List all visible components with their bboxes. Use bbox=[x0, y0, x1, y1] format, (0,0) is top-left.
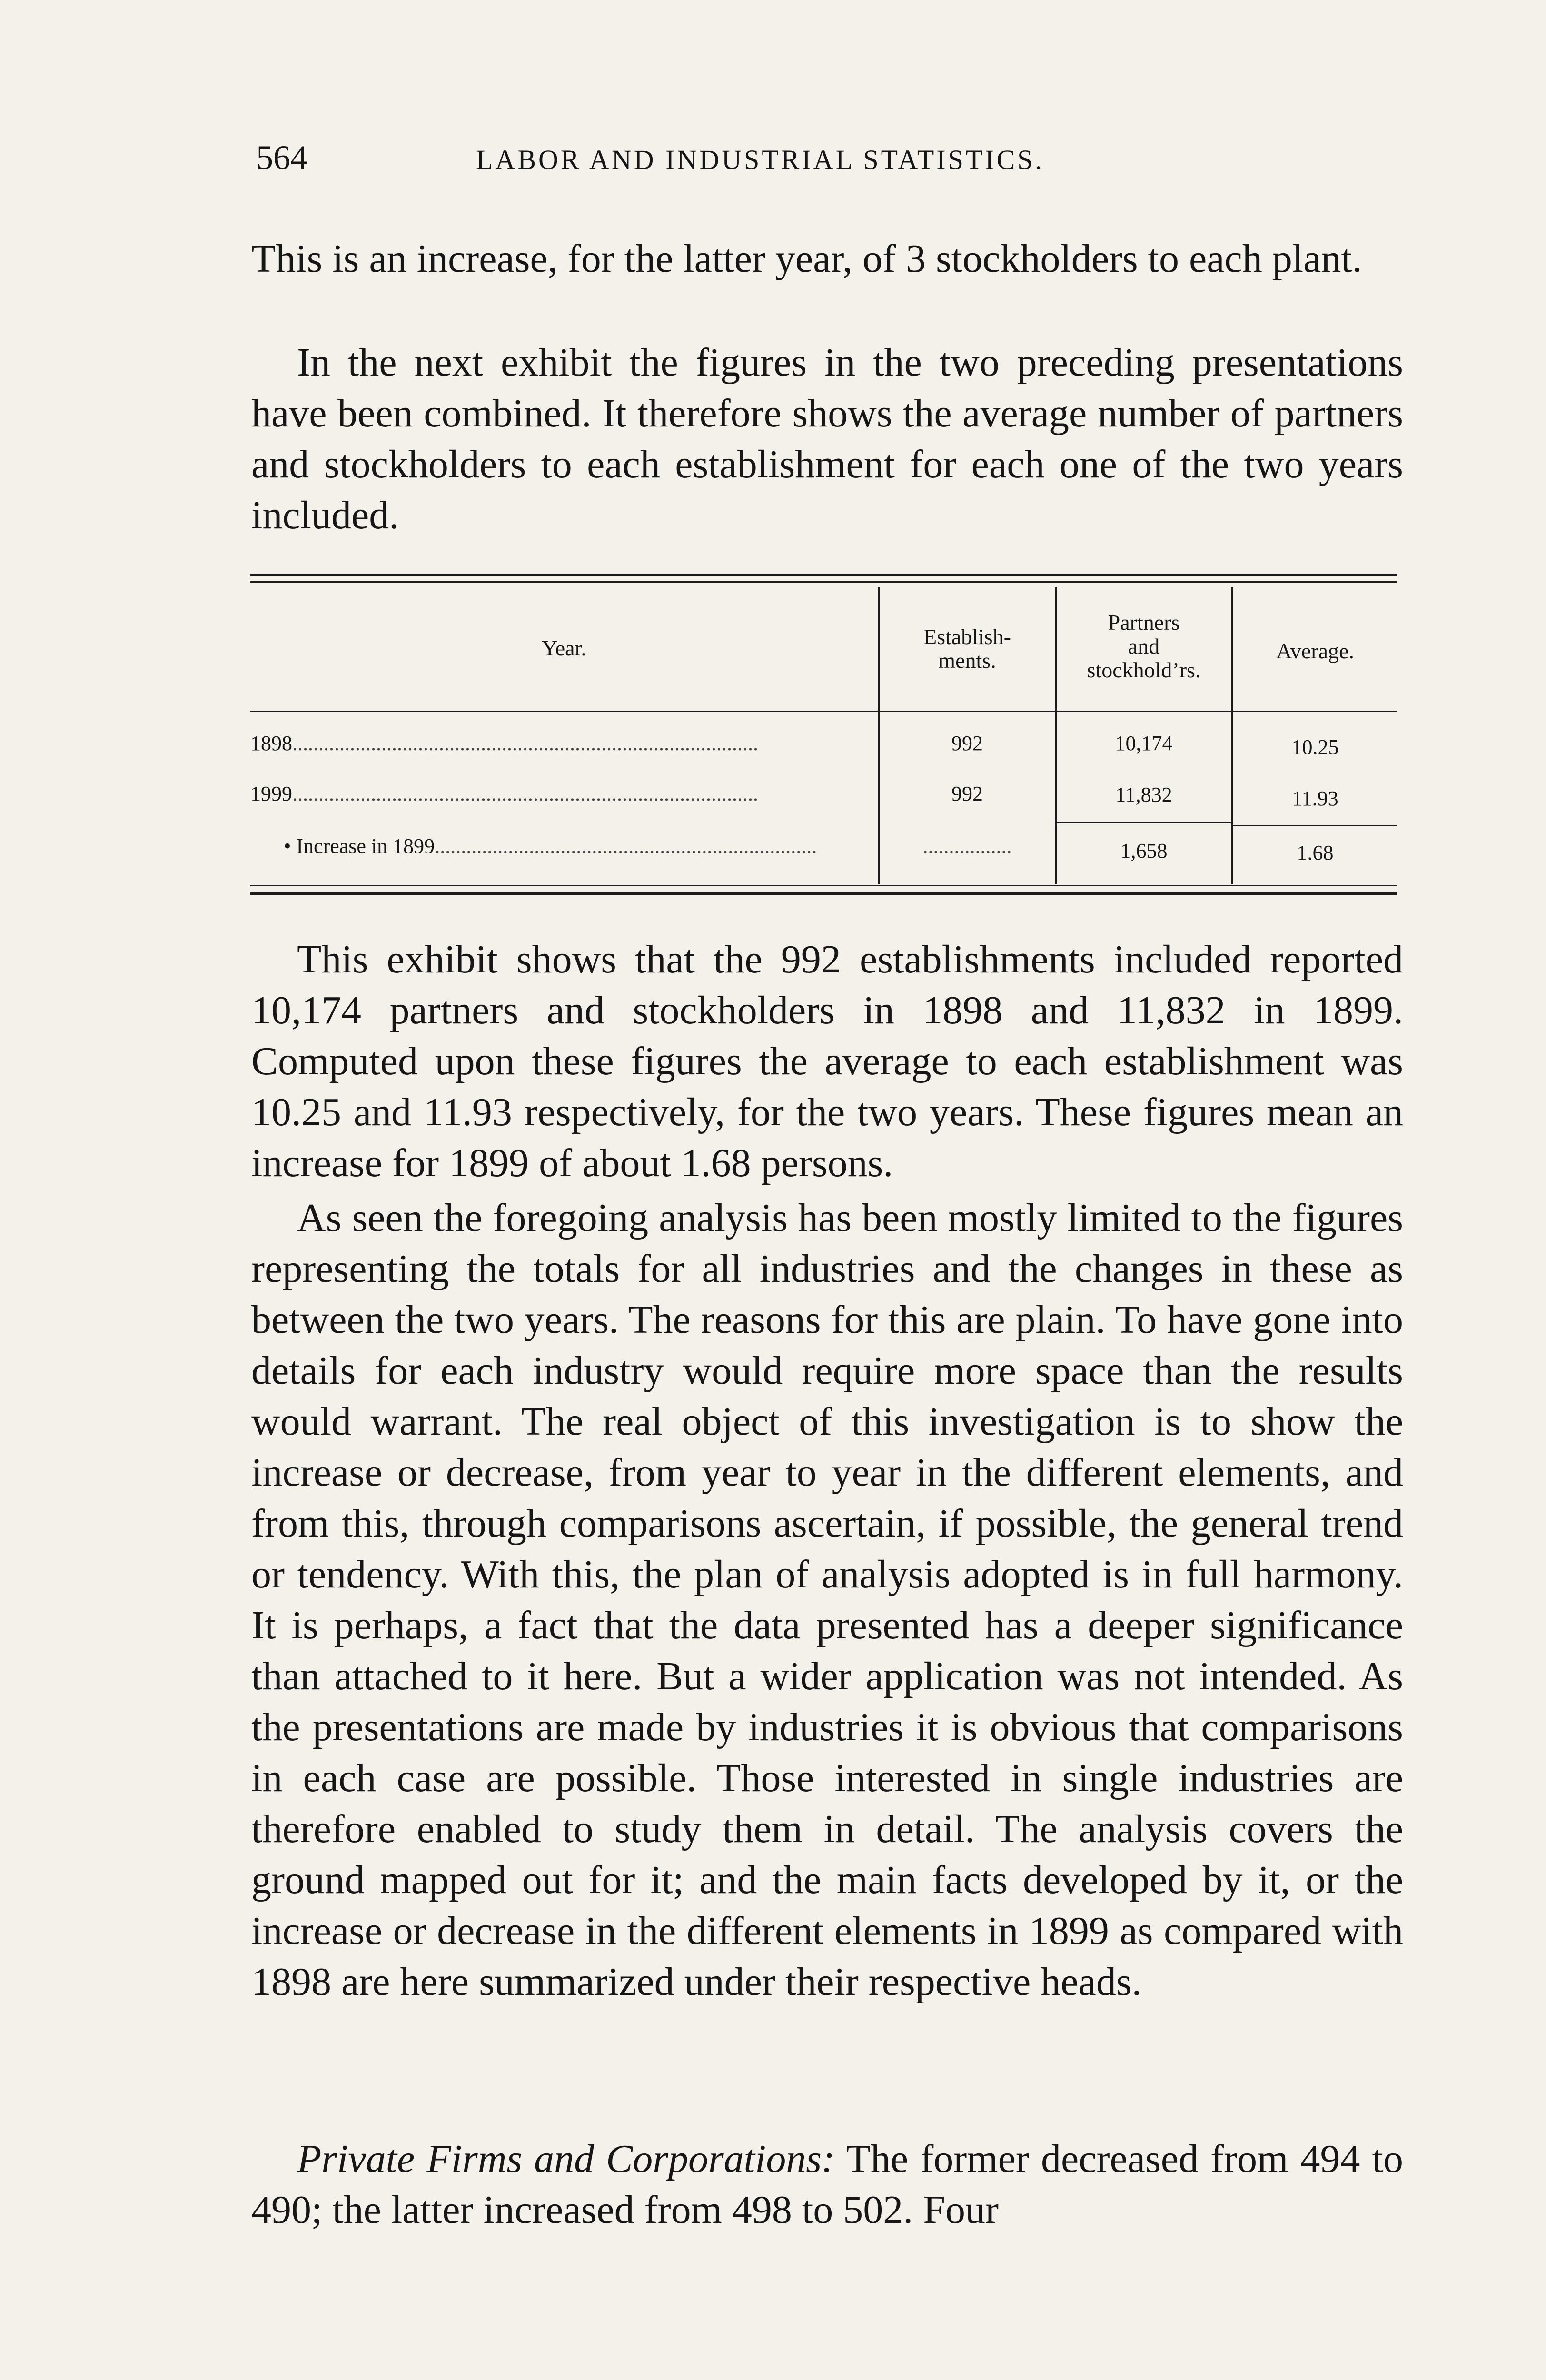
header-establishments: Establish- ments. bbox=[923, 625, 1011, 673]
paragraph-continuation: This is an increase, for the latter year, of 3 stockholders to each plant. bbox=[251, 237, 1362, 281]
table-row-label: • Increase in 1899......................................................................... bbox=[284, 834, 817, 858]
sum-rule bbox=[1057, 822, 1231, 823]
paragraph-private-firms bbox=[251, 2133, 1403, 2235]
table-cell-establishments: 992 bbox=[951, 732, 983, 755]
table-cell-average: 10.25 bbox=[1291, 735, 1339, 759]
table-bottom-rule-inner bbox=[250, 885, 1397, 886]
table-cell-partners: 11,832 bbox=[1115, 783, 1172, 806]
table-cell-establishments-empty: ................. bbox=[922, 834, 1012, 858]
paragraph-analysis: As seen the foregoing analysis has been mostly limited to the figures representing the totals for all industries and the changes in these as between the two years. The reasons for this are plain. To have gone into details for each industry would require more space than the results would warrant. The real object of this investigation is to show the increase or decrease, from year to year in the different elements, and from this, through comparisons ascertain, if possible, the general trend or tendency. With this, the plan of analysis adopted is in full harmony. It is perhaps, a fact that the data presented has a deeper significance than attached to it here. But a wider application was not intended. As the presentations are made by industries it is obvious that comparisons in each case are possible. Those interested in single industries are therefore enabled to study them in detail. The analysis covers the ground mapped out for it; and the main facts developed by it, or the increase or decrease in the different elements in 1899 as compared with 1898 are here summarized under their respective heads. bbox=[251, 1196, 1403, 2004]
table-row-label: 1999......................................................................................... bbox=[250, 782, 758, 805]
private-firms-text: The former decreased from 494 to 490; the latter increased from 498 to 502. Four bbox=[251, 2137, 1403, 2232]
header-year: Year. bbox=[542, 636, 586, 660]
table-bottom-rule bbox=[250, 892, 1397, 895]
partners-stockholders-table bbox=[250, 574, 1397, 897]
table-cell-average: 1.68 bbox=[1297, 841, 1334, 864]
table-cell-partners: 1,658 bbox=[1120, 839, 1168, 863]
header-bottom-rule bbox=[250, 711, 1397, 712]
table-cell-average: 11.93 bbox=[1292, 787, 1338, 810]
paragraph-exhibit-summary: This exhibit shows that the 992 establishments included reported 10,174 partners and stockholders in 1898 and 11,832 in 1899. Computed upon these figures the average to each establishment was 10.25 and 11.93 respectively, for the two years. These figures mean an increase for 1899 of about 1.68 persons. bbox=[251, 937, 1403, 1185]
running-head: LABOR AND INDUSTRIAL STATISTICS. bbox=[476, 144, 1045, 175]
table-top-rule-inner bbox=[250, 581, 1397, 583]
table-top-rule bbox=[250, 574, 1397, 576]
paragraph-exhibit-intro: In the next exhibit the figures in the two preceding presentations have been combined. It therefore shows the average number of partners and stockholders to each establishment for each one of the two years included. bbox=[251, 340, 1403, 537]
sum-rule bbox=[1233, 825, 1397, 826]
table-row-label: 1898......................................................................................... bbox=[250, 732, 758, 755]
table-cell-establishments: 992 bbox=[951, 782, 983, 805]
section-heading-private-firms: Private Firms and Corporations: bbox=[297, 2137, 835, 2181]
page-number: 564 bbox=[256, 139, 307, 177]
header-partners-stockholders: Partners and stockhold’rs. bbox=[1087, 610, 1201, 682]
table-cell-partners: 10,174 bbox=[1115, 732, 1173, 755]
header-average: Average. bbox=[1276, 639, 1354, 663]
